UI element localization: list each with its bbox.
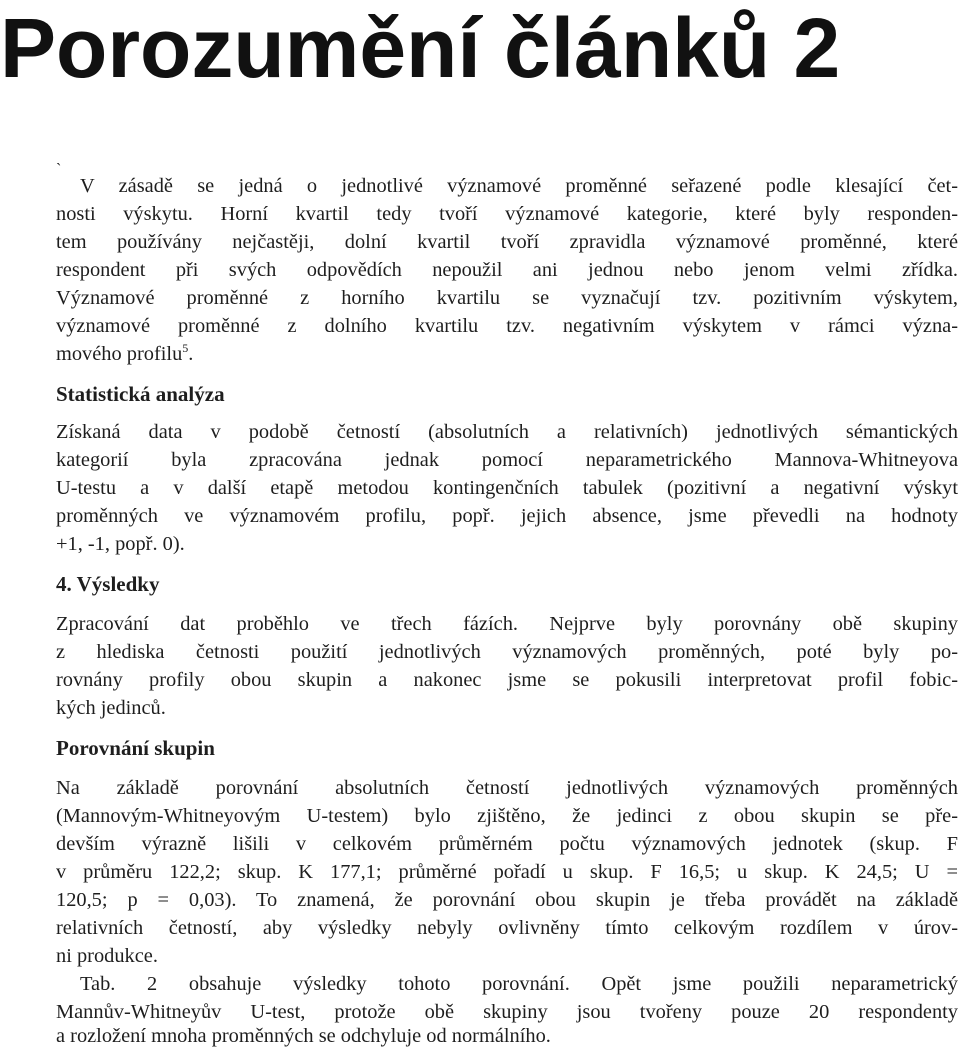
- text-line: v průměru 122,2; skup. K 177,1; průměrné pořadí u skup. F 16,5; u skup. K 24,5; U =: [56, 861, 958, 883]
- text-line: [56, 340, 958, 368]
- scan-mark: `: [56, 161, 62, 178]
- text-line: Zpracování dat proběhlo ve třech fázích. Nejprve byly porovnány obě skupiny: [56, 613, 958, 635]
- text-line: respondent při svých odpovědích nepoužil ani jednou nebo jenom velmi zřídka.: [56, 259, 958, 281]
- text-line: Významové proměnné z horního kvartilu se vyznačují tzv. pozitivním výskytem,: [56, 287, 958, 309]
- section-heading: Porovnání skupin: [56, 736, 215, 760]
- text-line: (Mannovým-Whitneyovým U-testem) bylo zjištěno, že jedinci z obou skupin se pře-: [56, 805, 958, 827]
- text-line: a rozložení mnoha proměnných se odchyluje od normálního.: [56, 1025, 551, 1047]
- text-line: nosti výskytu. Horní kvartil tedy tvoří významové kategorie, které byly responden-: [56, 203, 958, 225]
- text-line: kých jedinců.: [56, 697, 166, 719]
- footnote-ref: 5: [182, 341, 189, 356]
- text-line: U-testu a v další etapě metodou kontingenčních tabulek (pozitivní a negativní výskyt: [56, 477, 958, 499]
- text-line: Na základě porovnání absolutních četností jednotlivých významových proměnných: [56, 777, 958, 799]
- text-line: ni produkce.: [56, 945, 158, 967]
- text-fragment: mového profilu: [56, 343, 183, 365]
- text-line: V zásadě se jedná o jednotlivé významové proměnné seřazené podle klesající čet-: [80, 175, 958, 197]
- text-line: proměnných ve významovém profilu, popř. jejich absence, jsme převedli na hodnoty: [56, 505, 958, 527]
- text-line: významové proměnné z dolního kvartilu tzv. negativním výskytem v rámci význa-: [56, 315, 958, 337]
- section-heading: Statistická analýza: [56, 382, 225, 406]
- text-line: rovnány profily obou skupin a nakonec jsme se pokusili interpretovat profil fobic-: [56, 669, 958, 691]
- text-line: z hlediska četnosti použití jednotlivých významových proměnných, poté byly po-: [56, 641, 958, 663]
- scanned-article-page: [56, 161, 960, 1047]
- text-line: Získaná data v podobě četností (absolutních a relativních) jednotlivých sémantických: [56, 421, 958, 443]
- text-line: 120,5; p = 0,03). To znamená, že porovnání obou skupin je třeba provádět na základě: [56, 889, 958, 911]
- text-line: devším výrazně lišili v celkovém průměrném počtu významových jednotek (skup. F: [56, 833, 958, 855]
- text-line: +1, -1, popř. 0).: [56, 533, 185, 555]
- slide-title: Porozumění článků 2: [0, 1, 841, 95]
- text-line: Mannův-Whitneyův U-test, protože obě skupiny jsou tvořeny pouze 20 respondenty: [56, 1001, 958, 1023]
- text-line: Tab. 2 obsahuje výsledky tohoto porovnání. Opět jsme použili neparametrický: [80, 973, 958, 995]
- text-line: relativních četností, aby výsledky nebyly ovlivněny tímto celkovým rozdílem v úrov-: [56, 917, 958, 939]
- text-fragment: .: [188, 343, 194, 365]
- text-line: tem používány nejčastěji, dolní kvartil tvoří zpravidla významové proměnné, které: [56, 231, 958, 253]
- text-line: kategorií byla zpracována jednak pomocí neparametrického Mannova-Whitneyova: [56, 449, 958, 471]
- section-heading: 4. Výsledky: [56, 572, 160, 596]
